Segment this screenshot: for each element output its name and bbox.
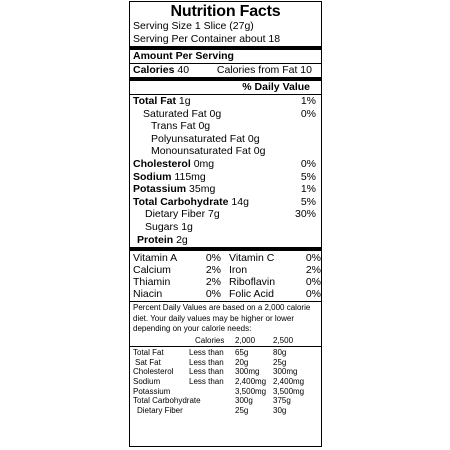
nutrient-row: Total Fat 1g 1% [133,94,316,107]
ref-table-cell: 25g [273,357,287,367]
ref-table-cell: Less than [189,367,224,377]
vitamin-row: Vitamin A 0% Vitamin C 0% [133,252,321,265]
calories-label: Calories [133,63,175,76]
vitamins-block [133,251,321,301]
ref-table-cell: 375g [273,396,291,406]
ref-table-cell: Total Fat [133,348,164,358]
ref-table-cell [189,406,235,416]
calories-from-fat: Calories from Fat 10 [216,63,312,76]
ref-table-cell [189,387,235,397]
ref-table-cell: Less than [189,376,224,386]
ref-table-cell: Less than [189,348,224,358]
ref-table-cell: 3,500mg [273,386,305,396]
ref-table-row [133,377,318,387]
nutrient-row: Cholesterol 0mg 0% [133,157,316,170]
ref-table-cell: Less than [189,357,224,367]
calories-row [133,64,318,77]
nutrient-row: Total Carbohydrate 14g 5% [133,195,316,208]
ref-table-header: Calories 2,000 2,500 [195,335,294,345]
nutrient-row: Dietary Fiber 7g 30% [145,208,316,221]
amount-per-serving: Amount Per Serving [133,50,234,63]
serving-size: Serving Size 1 Slice (27g) [133,20,254,32]
ref-table-cell: 300mg [235,367,260,377]
ref-table-cell: Cholesterol [133,367,174,377]
nutrient-row: Sodium 115mg 5% [133,170,316,183]
ref-table-cell [189,396,235,406]
ref-table-row [133,358,318,368]
servings-per-container: Serving Per Container about 18 [133,32,281,45]
ref-table-cell: Total Carbohydrate [133,396,201,406]
ref-table-cell: Sat Fat [135,357,161,367]
ref-table-cell: 25g [235,405,249,415]
ref-table-row [133,367,318,377]
vitamin-row: Calcium 2% Iron 2% [133,264,321,277]
nutrient-row: Polyunsaturated Fat 0g [151,132,260,145]
ref-table-cell: 65g [235,348,249,358]
ref-table-cell: 300g [235,396,253,406]
ref-table-cell: Sodium [133,376,161,386]
ref-table-cell: Potassium [133,386,171,396]
ref-table-cell: 3,500mg [235,386,267,396]
reference-table [133,347,318,415]
nutrient-row: Protein 2g [137,233,188,246]
daily-value-header: % Daily Value [242,81,310,94]
ref-table-row [133,387,318,397]
ref-table-row [133,396,318,406]
nutrient-row: Trans Fat 0g [151,120,211,133]
footnote: Percent Daily Values are based on a 2,000 calorie diet. Your daily values may be higher or lower depending on your calorie needs: [133,303,311,334]
ref-table-cell: Dietary Fiber [137,405,183,415]
ref-table-cell: 300mg [273,367,298,377]
ref-table-cell: 2,400mg [273,376,305,386]
nutrient-row: Sugars 1g [145,220,193,233]
nutrition-facts-label [129,1,322,447]
ref-table-cell: 30g [273,405,287,415]
ref-table-cell: 20g [235,357,249,367]
ref-table-row [133,406,318,416]
nutrient-row: Monounsaturated Fat 0g [151,145,266,158]
calories-value: 40 [177,63,190,76]
nutrient-row: Potassium 35mg 1% [133,183,316,196]
label-title: Nutrition Facts [170,3,281,20]
ref-table-row [133,348,318,358]
ref-table-cell: 80g [273,348,287,358]
vitamin-row: Niacin 0% Folic Acid 0% [133,288,321,301]
nutrient-row: Saturated Fat 0g 0% [143,107,316,120]
ref-table-cell: 2,400mg [235,376,267,386]
vitamin-row: Thiamin 2% Riboflavin 0% [133,276,321,289]
